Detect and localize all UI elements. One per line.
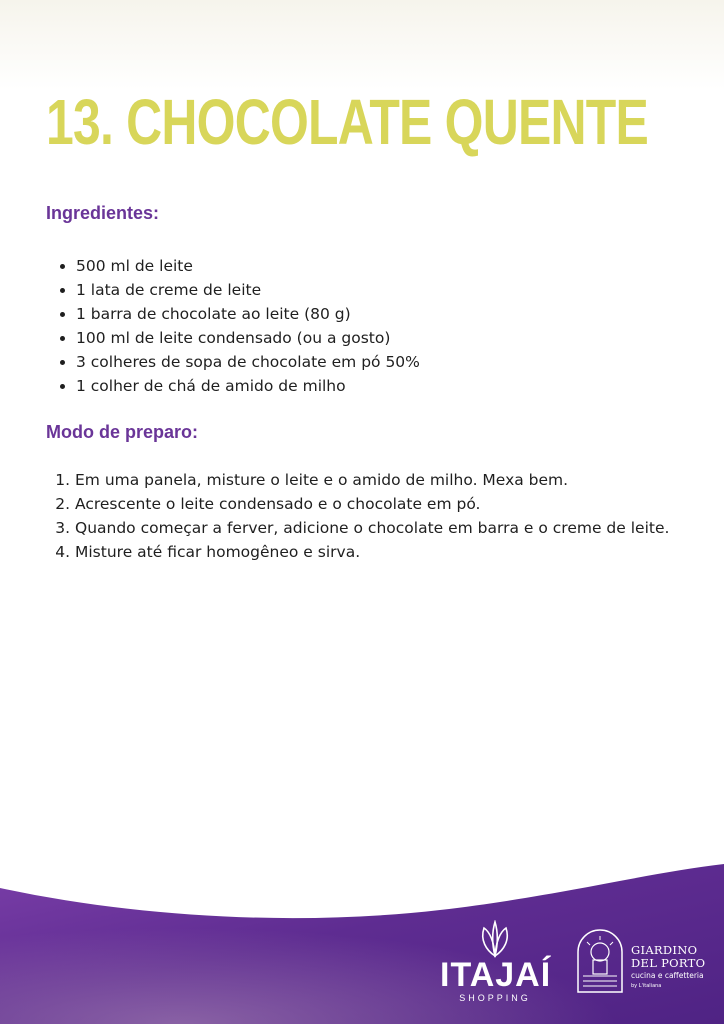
page-title: 13. CHOCOLATE QUENTE bbox=[46, 86, 648, 158]
ingredients-list bbox=[46, 254, 420, 398]
giardino-byline: by L'italiana bbox=[631, 983, 662, 989]
method-steps-list bbox=[46, 468, 724, 564]
step-item: 1. Em uma panela, misture o leite e o amido de milho. Mexa bem. bbox=[75, 468, 724, 492]
lighthouse-emblem-icon bbox=[575, 926, 625, 996]
giardino-name-line2: DEL PORTO bbox=[631, 956, 706, 970]
list-item: • 3 colheres de sopa de chocolate em pó 50% bbox=[76, 350, 420, 374]
giardino-subtitle: cucina e caffetteria bbox=[631, 971, 704, 980]
top-background bbox=[0, 0, 724, 90]
itajai-wordmark: ITAJAÍ bbox=[440, 956, 552, 994]
method-heading: Modo de preparo: bbox=[46, 422, 198, 442]
itajai-shopping-logo bbox=[440, 920, 550, 1010]
list-item: • 500 ml de leite bbox=[76, 254, 420, 278]
step-item: 4. Misture até ficar homogêneo e sirva. bbox=[75, 540, 724, 564]
ingredients-heading: Ingredientes: bbox=[46, 203, 160, 223]
flower-icon bbox=[472, 920, 518, 960]
itajai-subtitle: SHOPPING bbox=[459, 993, 531, 1003]
list-item: • 1 barra de chocolate ao leite (80 g) bbox=[76, 302, 420, 326]
step-item: 3. Quando começar a ferver, adicione o chocolate em barra e o creme de leite. bbox=[75, 516, 724, 540]
giardino-del-porto-logo bbox=[575, 926, 715, 998]
list-item: • 100 ml de leite condensado (ou a gosto) bbox=[76, 326, 420, 350]
giardino-name-line1: GIARDINO bbox=[631, 943, 698, 957]
list-item: • 1 lata de creme de leite bbox=[76, 278, 420, 302]
list-item: • 1 colher de chá de amido de milho bbox=[76, 374, 420, 398]
step-item: 2. Acrescente o leite condensado e o chocolate em pó. bbox=[75, 492, 724, 516]
